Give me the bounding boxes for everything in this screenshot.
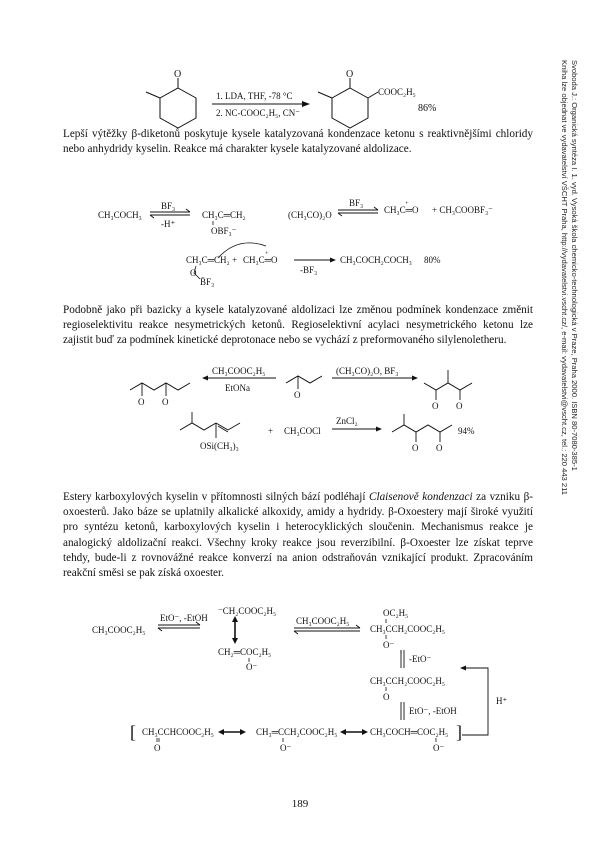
enolate-carbanion: ⁻CH₂COOC₂H₅ — [218, 606, 277, 616]
adduct-o-minus: O⁻ — [383, 640, 395, 650]
acylium-2: CH₃C═O — [243, 255, 278, 265]
obf3: OBF₃⁻ — [211, 226, 237, 236]
ester-group: COOC₂H₅ — [378, 87, 416, 97]
condition-1: 1. LDA, THF, -78 °C — [216, 91, 293, 101]
plus-sign-3: + — [268, 426, 274, 436]
yield-2: 80% — [424, 255, 441, 265]
condition-2: 2. NC-COOC₂H₅, CN⁻ — [216, 108, 301, 118]
acetylacetone: CH₃COCH₂COCH₃ — [340, 255, 412, 265]
page-number: 189 — [291, 798, 309, 810]
tetrahedral-adduct: CH₃CCH₂COOC₂H₅ — [370, 624, 446, 634]
acylium: CH₃C═O — [384, 205, 419, 215]
right-o2: O — [456, 401, 463, 411]
resonance-2-o: O⁻ — [280, 743, 292, 753]
minus-bf3: -BF₃ — [300, 265, 318, 275]
adduct-oet: OC₂H₅ — [383, 608, 409, 618]
resonance-1: CH₃CCHCOOC₂H₅ — [142, 727, 214, 737]
para3-text-1: Estery karboxylových kyselin v přítomnosti silných bází podléhají — [63, 491, 370, 503]
bf3-label: BF₃ — [161, 201, 176, 211]
ring-o: O — [190, 268, 197, 278]
resonance-1-o: O — [154, 743, 161, 753]
citation-line-2: Kniha lze objednat ve vydavatelství VŠCHT Praha, http://vydavatelstvi.vscht.cz/, e-mail: vydavatelstvi@vscht.cz, tel.: 220 443 211 — [560, 60, 569, 495]
resonance-3-o: O⁻ — [433, 743, 445, 753]
enolate-o-minus: O⁻ — [246, 662, 258, 672]
h-plus-arrow — [462, 668, 488, 735]
citation-line-1: Svoboda J.: Organická syntéza I. 1. vyd. Vysoká škola chemicko-technologická v Praze, Praha 2000. ISBN 80-7080-385-1 — [570, 60, 579, 471]
acylium-charge: + — [405, 200, 409, 207]
ester-reagent: CH₃COOC₂H₅ — [296, 616, 350, 626]
ethyl-acetate: CH₃COOC₂H₅ — [212, 366, 266, 376]
ketoester: CH₃CCH₂COOC₂H₅ — [370, 676, 446, 686]
butanone-o: O — [294, 390, 301, 400]
acetate-bf3: + CH₃COOBF₃⁻ — [432, 205, 493, 215]
bf3-label-b: BF₃ — [349, 198, 364, 208]
silyl-group: OSi(CH₃)₃ — [200, 441, 239, 451]
acylium-2-charge: + — [265, 250, 269, 257]
ketoester-o: O — [383, 692, 390, 702]
bracket-right: ] — [456, 722, 462, 742]
product-o2: O — [436, 443, 443, 453]
acetyl-chloride: CH₃COCl — [284, 426, 321, 436]
left-o2: O — [162, 397, 169, 407]
h-plus: H⁺ — [496, 696, 508, 706]
yield-3: 94% — [458, 426, 475, 436]
left-o1: O — [138, 397, 145, 407]
yield-1: 86% — [418, 103, 437, 114]
claisen-term: Claisenově kondenzaci — [369, 491, 473, 503]
enol-bf3: CH₃C═CH₂ — [202, 210, 246, 220]
ring-bf3: B̄F₃ — [200, 277, 215, 287]
paragraph-2: Podobně jako při bazicky a kysele katalyzované aldolizaci lze změnou podmínek kondenzace změnit regioselektivitu reakce nesymetrických ketonů. Regioselektivní acylaci nesymetrického ketonu lze zajistit buď za podmínek kinetické deprotonace nebo se vychází z preformovaného silylenoletheru. — [63, 304, 533, 347]
etona: EtONa — [225, 383, 250, 393]
product-o1: O — [412, 443, 419, 453]
minus-ethoxide: -EtO⁻ — [409, 654, 432, 664]
acetone: CH₃COCH₃ — [98, 210, 142, 220]
product-carbonyl-o: O — [346, 69, 354, 80]
base-label: EtO⁻, -EtOH — [160, 613, 208, 623]
bracket-left: [ — [130, 722, 136, 742]
acetic-anhydride: (CH₃CO)₂O — [288, 210, 332, 220]
zncl2: ZnCl₂ — [336, 416, 358, 426]
carbonyl-o: O — [174, 69, 182, 80]
para3-text-2: za vzniku β-oxoesterů. Jako báze se uplatnily alkalické alkoxidy, amidy a hydridy. β-Oxoestery mají široké využití pro syntézu ketonů, karboxylových kyselin i heterocyklických sloučenin. Mechanismus reakce je analogický aldolizační reakci. Všechny kroky reakce jsou reverzibilní. β-Oxoester lze získat teprve tehdy, bude-li z rovnovážné reakce konverzí na anion odstraňován vznikající produkt. Zpracováním reakční směsi se pak získá oxoester. — [63, 491, 533, 580]
resonance-3: CH₃COCH═COC₂H₅ — [370, 727, 449, 737]
minus-h: -H⁺ — [161, 219, 176, 229]
enolate-oxy: CH₂═COC₂H₅ — [218, 647, 272, 657]
ethyl-acetate-start: CH₃COOC₂H₅ — [92, 625, 146, 635]
resonance-2: CH₃═CCH₂COOC₂H₅ — [256, 727, 338, 737]
paragraph-1: Lepší výtěžky β-diketonů poskytuje kysele katalyzovaná kondenzace ketonu s reaktivnějšími chloridy nebo anhydridy kyselin. Reakce má charakter kysele katalyzované aldolizace. — [63, 128, 533, 156]
enol-2: CH₃C═CH₂ — [186, 255, 230, 265]
eto-etoh-2: EtO⁻, -EtOH — [409, 706, 457, 716]
plus-sign: + — [232, 255, 238, 265]
anhydride-bf3: (CH₃CO)₂O, BF₃ — [336, 366, 399, 376]
right-o1: O — [432, 401, 439, 411]
